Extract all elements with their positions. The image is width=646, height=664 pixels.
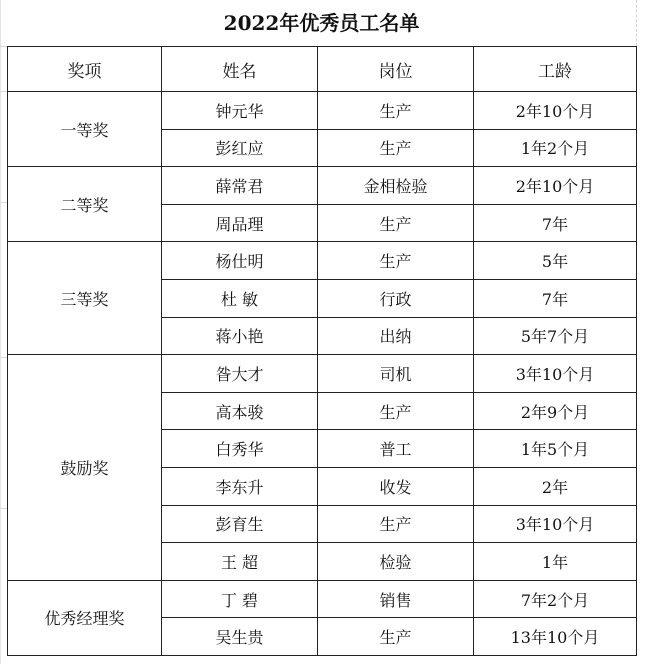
tenure-cell[interactable]: 7年2个月 [474, 580, 637, 618]
post-cell[interactable]: 生产 [318, 505, 474, 543]
header-tenure-cell[interactable]: 工龄 [474, 47, 637, 92]
name-cell[interactable]: 李东升 [162, 467, 318, 505]
table-row [8, 167, 637, 205]
sheet-gridline [0, 46, 7, 47]
post-cell[interactable]: 金相检验 [318, 167, 474, 205]
header-row [8, 47, 637, 92]
tenure-cell[interactable]: 5年 [474, 242, 637, 280]
name-cell[interactable]: 吴生贵 [162, 618, 318, 656]
tenure-cell[interactable]: 7年 [474, 204, 637, 242]
post-cell[interactable]: 检验 [318, 543, 474, 581]
post-cell[interactable]: 生产 [318, 129, 474, 167]
table-row [8, 92, 637, 130]
post-cell[interactable]: 普工 [318, 430, 474, 468]
table-row [8, 242, 637, 280]
tenure-cell[interactable]: 2年10个月 [474, 167, 637, 205]
name-cell[interactable]: 昝大才 [162, 355, 318, 393]
award-cell[interactable]: 鼓励奖 [8, 355, 162, 581]
header-name-cell[interactable]: 姓名 [162, 47, 318, 92]
tenure-cell[interactable]: 7年 [474, 279, 637, 317]
sheet-gridline [0, 357, 7, 358]
tenure-cell[interactable]: 3年10个月 [474, 355, 637, 393]
tenure-cell[interactable]: 2年 [474, 467, 637, 505]
award-cell[interactable]: 一等奖 [8, 92, 162, 167]
post-cell[interactable]: 行政 [318, 279, 474, 317]
name-cell[interactable]: 薛常君 [162, 167, 318, 205]
name-cell[interactable]: 杜 敏 [162, 279, 318, 317]
post-cell[interactable]: 出纳 [318, 317, 474, 355]
post-cell[interactable]: 生产 [318, 618, 474, 656]
sheet-gridline [0, 508, 7, 509]
name-cell[interactable]: 蒋小艳 [162, 317, 318, 355]
header-award-cell[interactable]: 奖项 [8, 47, 162, 92]
tenure-cell[interactable]: 1年2个月 [474, 129, 637, 167]
post-cell[interactable]: 司机 [318, 355, 474, 393]
tenure-cell[interactable]: 1年 [474, 543, 637, 581]
table-row [8, 355, 637, 393]
name-cell[interactable]: 王 超 [162, 543, 318, 581]
table-row [8, 580, 637, 618]
tenure-cell[interactable]: 1年5个月 [474, 430, 637, 468]
post-cell[interactable]: 生产 [318, 92, 474, 130]
award-cell[interactable]: 三等奖 [8, 242, 162, 355]
post-cell[interactable]: 收发 [318, 467, 474, 505]
post-cell[interactable]: 生产 [318, 242, 474, 280]
tenure-cell[interactable]: 5年7个月 [474, 317, 637, 355]
award-cell[interactable]: 二等奖 [8, 167, 162, 242]
name-cell[interactable]: 钟元华 [162, 92, 318, 130]
name-cell[interactable]: 白秀华 [162, 430, 318, 468]
tenure-cell[interactable]: 2年9个月 [474, 392, 637, 430]
tenure-cell[interactable]: 2年10个月 [474, 92, 637, 130]
sheet-column-boundary [636, 0, 637, 46]
post-cell[interactable]: 生产 [318, 392, 474, 430]
name-cell[interactable]: 丁 碧 [162, 580, 318, 618]
name-cell[interactable]: 彭红应 [162, 129, 318, 167]
name-cell[interactable]: 彭育生 [162, 505, 318, 543]
tenure-cell[interactable]: 13年10个月 [474, 618, 637, 656]
employee-roster-table [7, 46, 637, 656]
sheet-gridline [0, 0, 1, 664]
sheet-gridline [0, 202, 7, 203]
award-cell[interactable]: 优秀经理奖 [8, 580, 162, 655]
tenure-cell[interactable]: 3年10个月 [474, 505, 637, 543]
post-cell[interactable]: 销售 [318, 580, 474, 618]
post-cell[interactable]: 生产 [318, 204, 474, 242]
name-cell[interactable]: 周品理 [162, 204, 318, 242]
name-cell[interactable]: 高本骏 [162, 392, 318, 430]
sheet-gridline [0, 91, 7, 92]
header-post-cell[interactable]: 岗位 [318, 47, 474, 92]
name-cell[interactable]: 杨仕明 [162, 242, 318, 280]
sheet-title[interactable]: 2022年优秀员工名单 [223, 11, 420, 35]
